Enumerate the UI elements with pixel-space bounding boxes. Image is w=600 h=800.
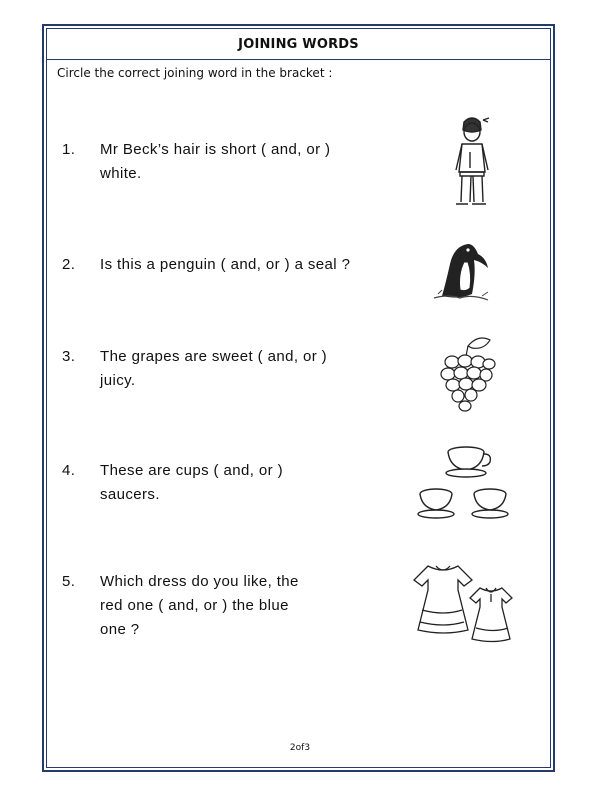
page-number: 2of3 (289, 743, 311, 753)
question-text-line-2: saucers. (100, 486, 160, 503)
grapes-icon (438, 334, 498, 414)
question-text-line-2: white. (100, 165, 142, 182)
title-bar (47, 29, 550, 60)
instruction-text: Circle the correct joining word in the bracket : (57, 66, 333, 80)
question-number: 5. (62, 573, 76, 590)
page-title: JOINING WORDS (238, 37, 359, 52)
question-text-line-1: These are cups ( and, or ) (100, 462, 283, 479)
question-number: 3. (62, 348, 76, 365)
question-number: 4. (62, 462, 76, 479)
question-text-line-1: The grapes are sweet ( and, or ) (100, 348, 328, 365)
cups-and-saucers-icon (412, 442, 512, 532)
penguin-icon (428, 236, 498, 306)
question-number: 2. (62, 256, 76, 273)
question-text-line-1: Mr Beck’s hair is short ( and, or ) (100, 141, 331, 158)
question-text-line-1: Which dress do you like, the (100, 573, 299, 590)
question-text-line-2: red one ( and, or ) the blue (100, 597, 289, 614)
question-number: 1. (62, 141, 76, 158)
question-text-line-3: one ? (100, 621, 140, 638)
man-figure-icon (448, 112, 498, 212)
question-text-line-1: Is this a penguin ( and, or ) a seal ? (100, 256, 351, 273)
question-text-line-2: juicy. (100, 372, 136, 389)
dresses-icon (410, 560, 520, 646)
